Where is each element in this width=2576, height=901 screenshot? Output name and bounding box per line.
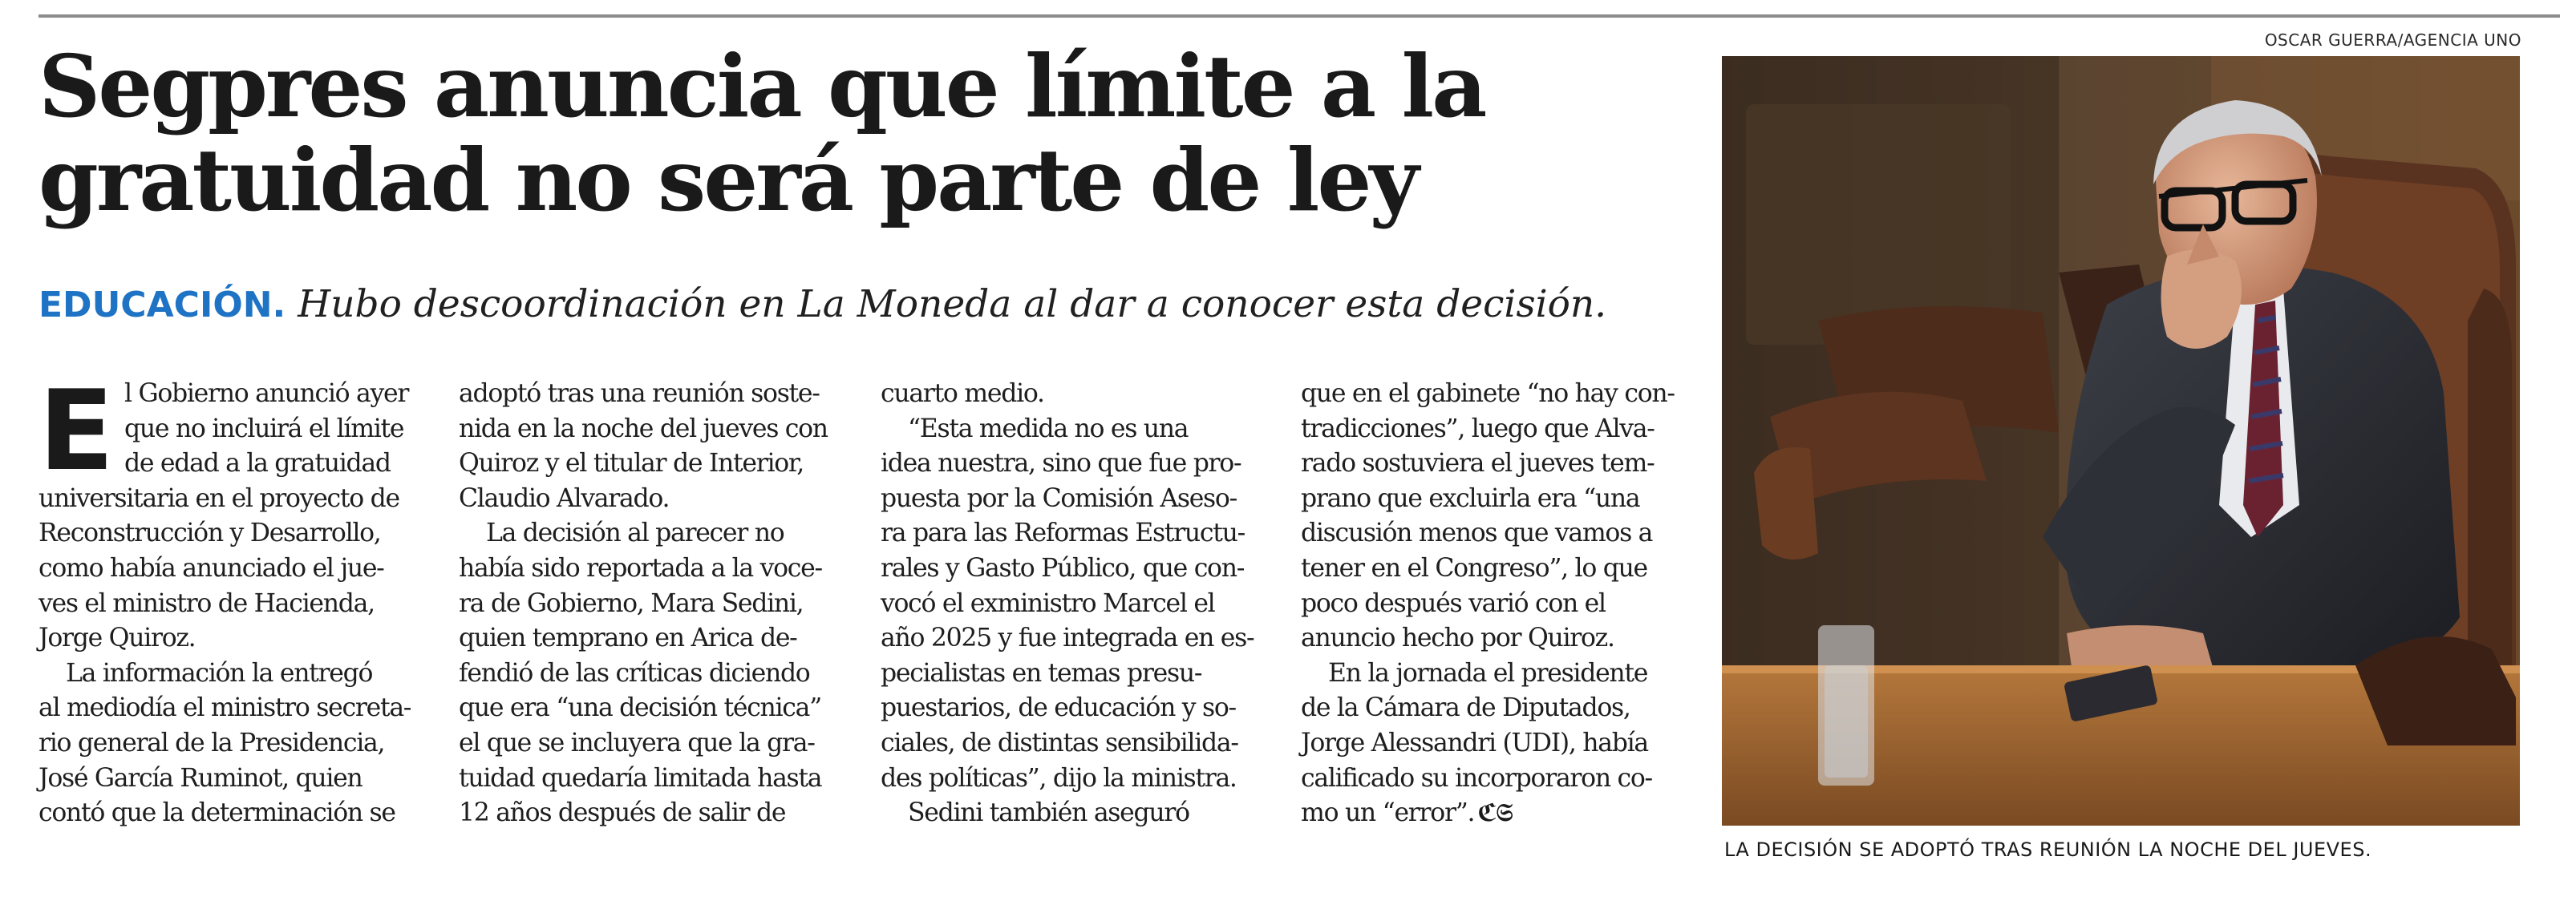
body-line: fendió de las críticas diciendo (459, 658, 810, 688)
article-photo (1722, 56, 2520, 826)
body-line: cuarto medio. (881, 379, 1044, 408)
body-line: Sedini también aseguró (908, 798, 1189, 828)
body-line: rio general de la Presidencia, (38, 728, 385, 758)
deck-text: Hubo descoordinación en La Moneda al dar a conocer esta decisión. (298, 282, 1607, 326)
body-line: tradicciones”, luego que Alva- (1301, 414, 1655, 443)
headline-line-1: Segpres anuncia que límite a la (38, 37, 1485, 137)
body-line: quien temprano en Arica de- (459, 624, 797, 653)
body-line: Reconstrucción y Desarrollo, (38, 519, 381, 548)
deck (38, 281, 1667, 329)
body-line: ra para las Reformas Estructu- (881, 519, 1245, 548)
body-line: l Gobierno anunció ayer (124, 379, 409, 408)
body-line: La decisión al parecer no (486, 519, 784, 548)
body-line: 12 años después de salir de (459, 798, 786, 828)
body-line: que en el gabinete “no hay con- (1301, 379, 1675, 408)
photo-caption: LA DECISIÓN SE ADOPTÓ TRAS REUNIÓN LA NOCHE DEL JUEVES. (1724, 838, 2372, 861)
body-line: discusión menos que vamos a (1301, 519, 1653, 548)
body-line: nida en la noche del jueves con (459, 414, 828, 443)
body-line: rales y Gasto Público, que con- (881, 553, 1245, 583)
body-line-last (1301, 796, 1678, 831)
body-line: Jorge Alessandri (UDI), había (1301, 728, 1648, 758)
body-column-2 (459, 377, 836, 831)
body-line: prano que excluirla era “una (1301, 483, 1640, 513)
body-line: Claudio Alvarado. (459, 483, 670, 513)
body-line: pecialistas en temas presu- (881, 658, 1202, 688)
body-column-1 (38, 366, 415, 831)
body-line-last-text: mo un “error”. (1301, 798, 1475, 828)
body-line: José García Ruminot, quien (38, 763, 363, 793)
body-line: vocó el exministro Marcel el (881, 588, 1215, 618)
article-body (38, 366, 1707, 882)
photo-illustration (1722, 56, 2520, 826)
body-line: rado sostuviera el jueves tem- (1301, 449, 1655, 479)
body-line: poco después varió con el (1301, 588, 1606, 618)
body-line: ves el ministro de Hacienda, (38, 588, 375, 618)
body-line: anuncio hecho por Quiroz. (1301, 624, 1614, 653)
body-line: ciales, de distintas sensibilida- (881, 728, 1238, 758)
end-of-article-icon: ℭ𝔖 (1477, 799, 1513, 828)
body-line: calificado su incorporaron co- (1301, 763, 1652, 793)
body-line: adoptó tras una reunión soste- (459, 379, 820, 408)
body-line: contó que la determinación se (38, 798, 395, 828)
body-line: había sido reportada a la voce- (459, 553, 822, 583)
photo-credit: OSCAR GUERRA/AGENCIA UNO (2264, 30, 2521, 50)
body-line: tuidad quedaría limitada hasta (459, 763, 822, 793)
body-line: al mediodía el ministro secreta- (38, 693, 411, 723)
body-line: de edad a la gratuidad (124, 449, 391, 479)
body-column-3 (881, 377, 1258, 831)
body-line: tener en el Congreso”, lo que (1301, 553, 1647, 583)
body-line: Jorge Quiroz. (38, 624, 196, 653)
headline-line-2: gratuidad no será parte de ley (38, 131, 1417, 231)
body-line: año 2025 y fue integrada en es- (881, 624, 1254, 653)
body-line: de la Cámara de Diputados, (1301, 693, 1630, 723)
drop-cap: E (38, 366, 113, 495)
section-label: EDUCACIÓN. (38, 285, 286, 325)
body-line: idea nuestra, sino que fue pro- (881, 449, 1241, 479)
headline (38, 37, 1642, 231)
body-line: que era “una decisión técnica” (459, 693, 821, 723)
body-line: ra de Gobierno, Mara Sedini, (459, 588, 804, 618)
body-line: des políticas”, dijo la ministra. (881, 763, 1237, 793)
top-rule (38, 14, 2560, 18)
body-line: como había anunciado el jue- (38, 553, 384, 583)
body-line: En la jornada el presidente (1328, 658, 1648, 688)
body-line: Quiroz y el titular de Interior, (459, 449, 804, 479)
body-line: que no incluirá el límite (124, 414, 404, 443)
body-line: “Esta medida no es una (908, 414, 1189, 443)
body-line: puesta por la Comisión Aseso- (881, 483, 1237, 513)
body-line: el que se incluyera que la gra- (459, 728, 815, 758)
body-line: La información la entregó (66, 658, 373, 688)
body-line: puestarios, de educación y so- (881, 693, 1236, 723)
body-line: universitaria en el proyecto de (38, 483, 399, 513)
body-column-4 (1301, 377, 1678, 831)
